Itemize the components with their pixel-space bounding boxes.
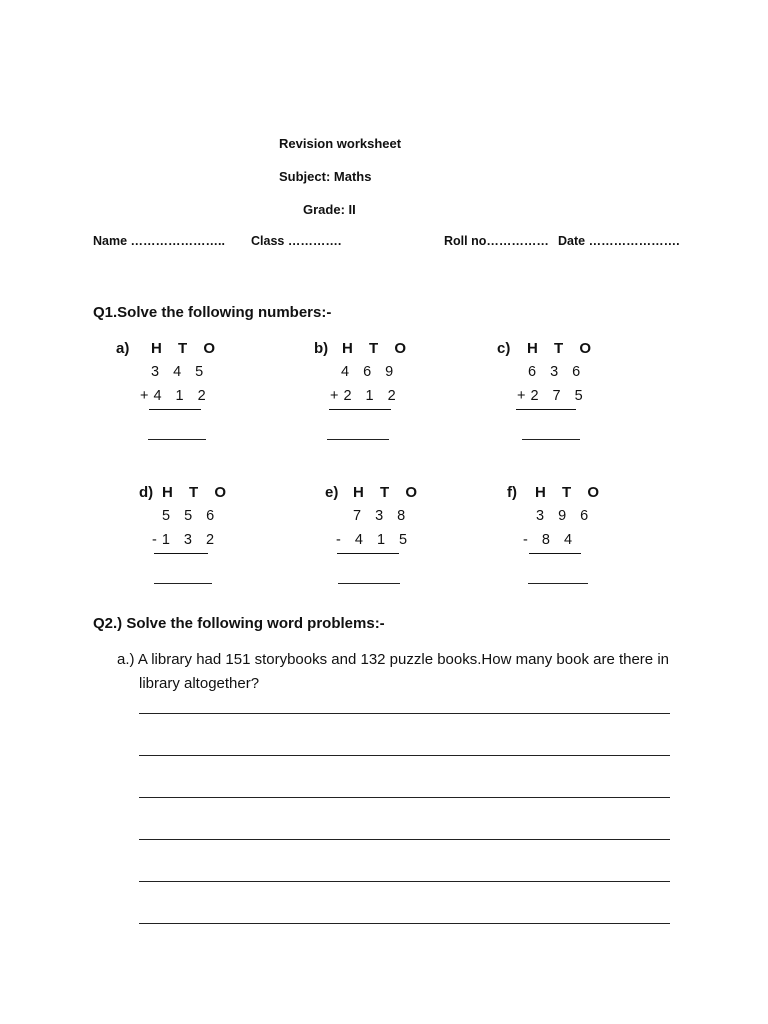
bottom-number: +4 1 2: [140, 388, 211, 404]
bottom-number: -1 3 2: [152, 532, 220, 548]
problem-letter: a): [116, 340, 130, 357]
problem-letter: d): [139, 484, 154, 501]
answer-line: [154, 583, 212, 584]
bottom-number: - 4 1 5: [336, 532, 413, 548]
top-number: 5 5 6: [162, 508, 220, 524]
word-problem-a: a.) A library had 151 storybooks and 132 puzzle books.How many book are there in library altogether?: [117, 651, 669, 692]
bottom-number: +2 7 5: [517, 388, 588, 404]
top-number: 3 4 5: [151, 364, 209, 380]
sum-rule: [529, 553, 581, 554]
grade-label: Grade: II: [303, 202, 356, 217]
writing-line: [139, 755, 670, 756]
top-number: 4 6 9: [341, 364, 399, 380]
q1-title: Q1.Solve the following numbers:-: [93, 304, 332, 321]
roll-field: Roll no……………: [444, 234, 549, 248]
hto-header: H T O: [527, 340, 597, 357]
answer-line: [528, 583, 588, 584]
hto-header: H T O: [162, 484, 232, 501]
bottom-number: - 8 4: [523, 532, 578, 548]
problem-letter: c): [497, 340, 511, 357]
worksheet-title: Revision worksheet: [279, 136, 402, 151]
bottom-number: +2 1 2: [330, 388, 401, 404]
problem-letter: f): [507, 484, 517, 501]
subject-label: Subject: Maths: [279, 169, 372, 184]
hto-header: H T O: [151, 340, 221, 357]
writing-line: [139, 923, 670, 924]
problem-letter: b): [314, 340, 329, 357]
problem-letter: e): [325, 484, 339, 501]
writing-line: [139, 881, 670, 882]
q2-title: Q2.) Solve the following word problems:-: [93, 615, 385, 632]
hto-header: H T O: [353, 484, 423, 501]
hto-header: H T O: [342, 340, 412, 357]
answer-line: [148, 439, 206, 440]
hto-header: H T O: [535, 484, 605, 501]
class-field: Class ………….: [251, 234, 342, 248]
date-field: Date ………………….: [558, 234, 680, 248]
answer-line: [327, 439, 389, 440]
writing-line: [139, 797, 670, 798]
writing-line: [139, 713, 670, 714]
sum-rule: [149, 409, 201, 410]
name-field: Name …………………..: [93, 234, 225, 248]
top-number: 6 3 6: [528, 364, 586, 380]
sum-rule: [337, 553, 399, 554]
top-number: 7 3 8: [353, 508, 411, 524]
sum-rule: [516, 409, 576, 410]
answer-line: [522, 439, 580, 440]
answer-line: [338, 583, 400, 584]
top-number: 3 9 6: [536, 508, 594, 524]
writing-line: [139, 839, 670, 840]
sum-rule: [329, 409, 391, 410]
sum-rule: [154, 553, 208, 554]
